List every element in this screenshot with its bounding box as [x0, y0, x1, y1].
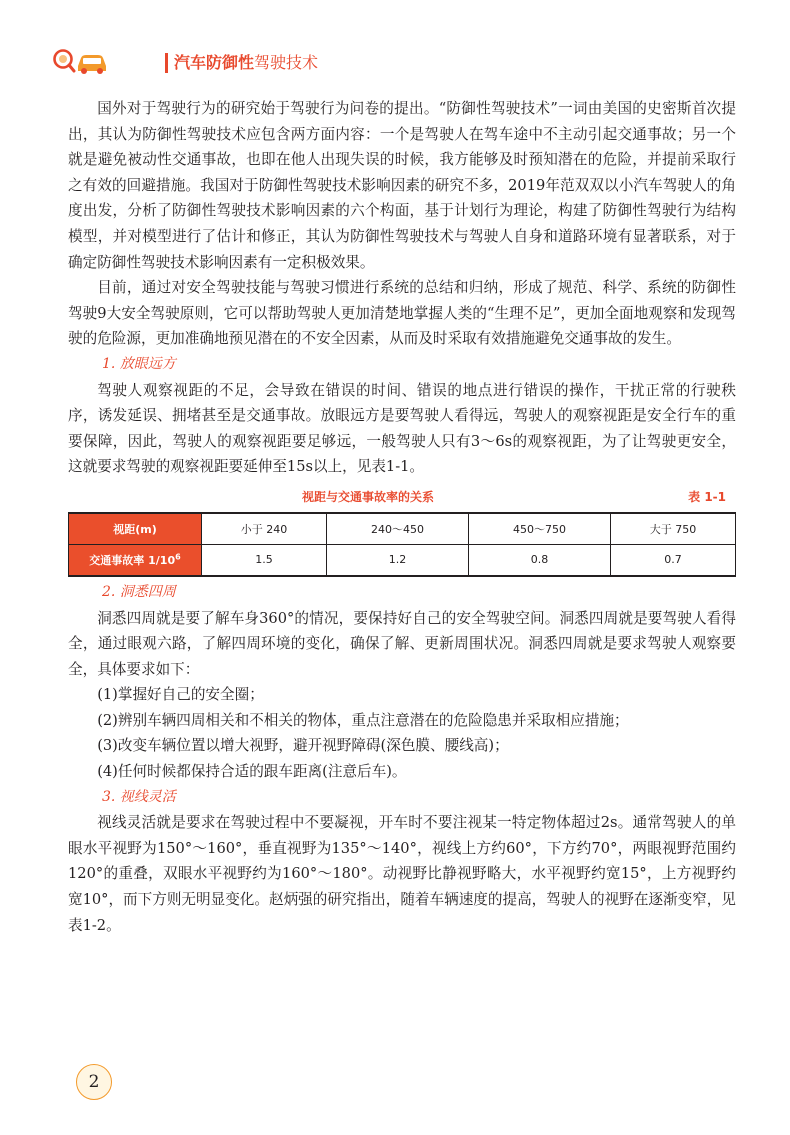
table-header-row	[69, 513, 736, 545]
table-col-3: 450～750	[468, 513, 610, 545]
sight-distance-table	[68, 512, 736, 577]
header-title-bold: 汽车防御性	[174, 53, 255, 72]
section-text-3: 视线灵活就是要求在驾驶过程中不要凝视，开车时不要注视某一特定物体超过2s。通常驾驶人的单眼水平视野为150°～160°，垂直视野为135°～140°，视线上方约60°，下方约70°，两眼视野范围约120°的重叠，双眼水平视野约为160°～180°。动视野比静视野略大，水平视野约宽15°，上方视野约宽10°，而下方则无明显变化。赵炳强的研究指出，随着车辆速度的提高，驾驶人的视野在逐渐变窄，见表1-2。	[68, 814, 736, 934]
table-data-row	[69, 544, 736, 576]
table-col-2: 240～450	[326, 513, 468, 545]
page-content	[68, 96, 736, 938]
table-value-4: 0.7	[611, 544, 736, 576]
table-header-label: 视距(m)	[69, 513, 202, 545]
header-title-light: 驾驶技术	[254, 53, 319, 72]
paragraph-intro: 国外对于驾驶行为的研究始于驾驶行为问卷的提出。“防御性驾驶技术”一词由美国的史密斯首次提出，其认为防御性驾驶技术应包含两方面内容：一个是驾驶人在驾车途中不主动引起交通事故；另一个就是避免被动性交通事故，也即在他人出现失误的时候，我方能够及时预知潜在的危险，并提前采取行之有效的回避措施。我国对于防御性驾驶技术影响因素的研究不多，2019年范双双以小汽车驾驶人的角度出发，分析了防御性驾驶技术影响因素的六个构面，基于计划行为理论，构建了防御性驾驶行为结构模型，并对模型进行了估计和修正，其认为防御性驾驶技术与驾驶人自身和道路环境有显著联系，对于确定防御性驾驶技术影响因素有一定积极效果。	[68, 100, 736, 271]
running-header	[52, 44, 752, 80]
section-heading-2: 2. 洞悉四周	[102, 583, 176, 600]
list-item: (1)掌握好自己的安全圈；	[97, 686, 264, 704]
table-col-1: 小于 240	[202, 513, 327, 545]
section-text-2: 洞悉四周就是要了解车身360°的情况，要保持好自己的安全驾驶空间。洞悉四周就是要驾驶人看得全，通过眼观六路，了解四周环境的变化，确保了解、更新周围状况。洞悉四周就是要求驾驶人观察要全，具体要求如下：	[68, 609, 736, 678]
table-value-3: 0.8	[468, 544, 610, 576]
table-caption-row	[68, 482, 736, 512]
table-row-label-sup: 6	[175, 552, 181, 562]
header-title	[174, 50, 318, 73]
section-heading-3: 3. 视线灵活	[102, 788, 176, 805]
section-text-1: 驾驶人观察视距的不足，会导致在错误的时间、错误的地点进行错误的操作，干扰正常的行驶秩序，诱发延误、拥堵甚至是交通事故。放眼远方是要驾驶人看得远，驾驶人的观察视距是安全行车的重要保障，因此，驾驶人的观察视距要足够远，一般驾驶人只有3～6s的观察视距，为了让驾驶更安全，这就要求驾驶的观察视距要延伸至15s以上，见表1-1。	[68, 381, 736, 476]
table-number: 表 1-1	[688, 489, 726, 504]
header-divider	[165, 53, 168, 73]
table-caption: 视距与交通事故率的关系	[302, 489, 435, 504]
paragraph-current: 目前，通过对安全驾驶技能与驾驶习惯进行系统的总结和归纳，形成了规范、科学、系统的防御性驾驶9大安全驾驶原则，它可以帮助驾驶人更加清楚地掌握人类的“生理不足”，更加全面地观察和发现驾驶的危险源，更加准确地预见潜在的不安全因素，从而及时采取有效措施避免交通事故的发生。	[68, 279, 736, 348]
car-magnifier-logo-icon	[52, 46, 110, 76]
list-item: (4)任何时候都保持合适的跟车距离(注意后车)。	[97, 763, 407, 781]
table-row-label	[69, 544, 202, 576]
table-row-label-text: 交通事故率 1/10	[89, 553, 176, 567]
table-col-4: 大于 750	[611, 513, 736, 545]
table-value-1: 1.5	[202, 544, 327, 576]
list-item: (3)改变车辆位置以增大视野，避开视野障碍(深色膜、腰线高)；	[97, 737, 509, 755]
section-heading-1: 1. 放眼远方	[102, 355, 176, 372]
list-item: (2)辨别车辆四周相关和不相关的物体，重点注意潜在的危险隐患并采取相应措施；	[97, 711, 629, 729]
page-number: 2	[76, 1064, 112, 1100]
table-value-2: 1.2	[326, 544, 468, 576]
